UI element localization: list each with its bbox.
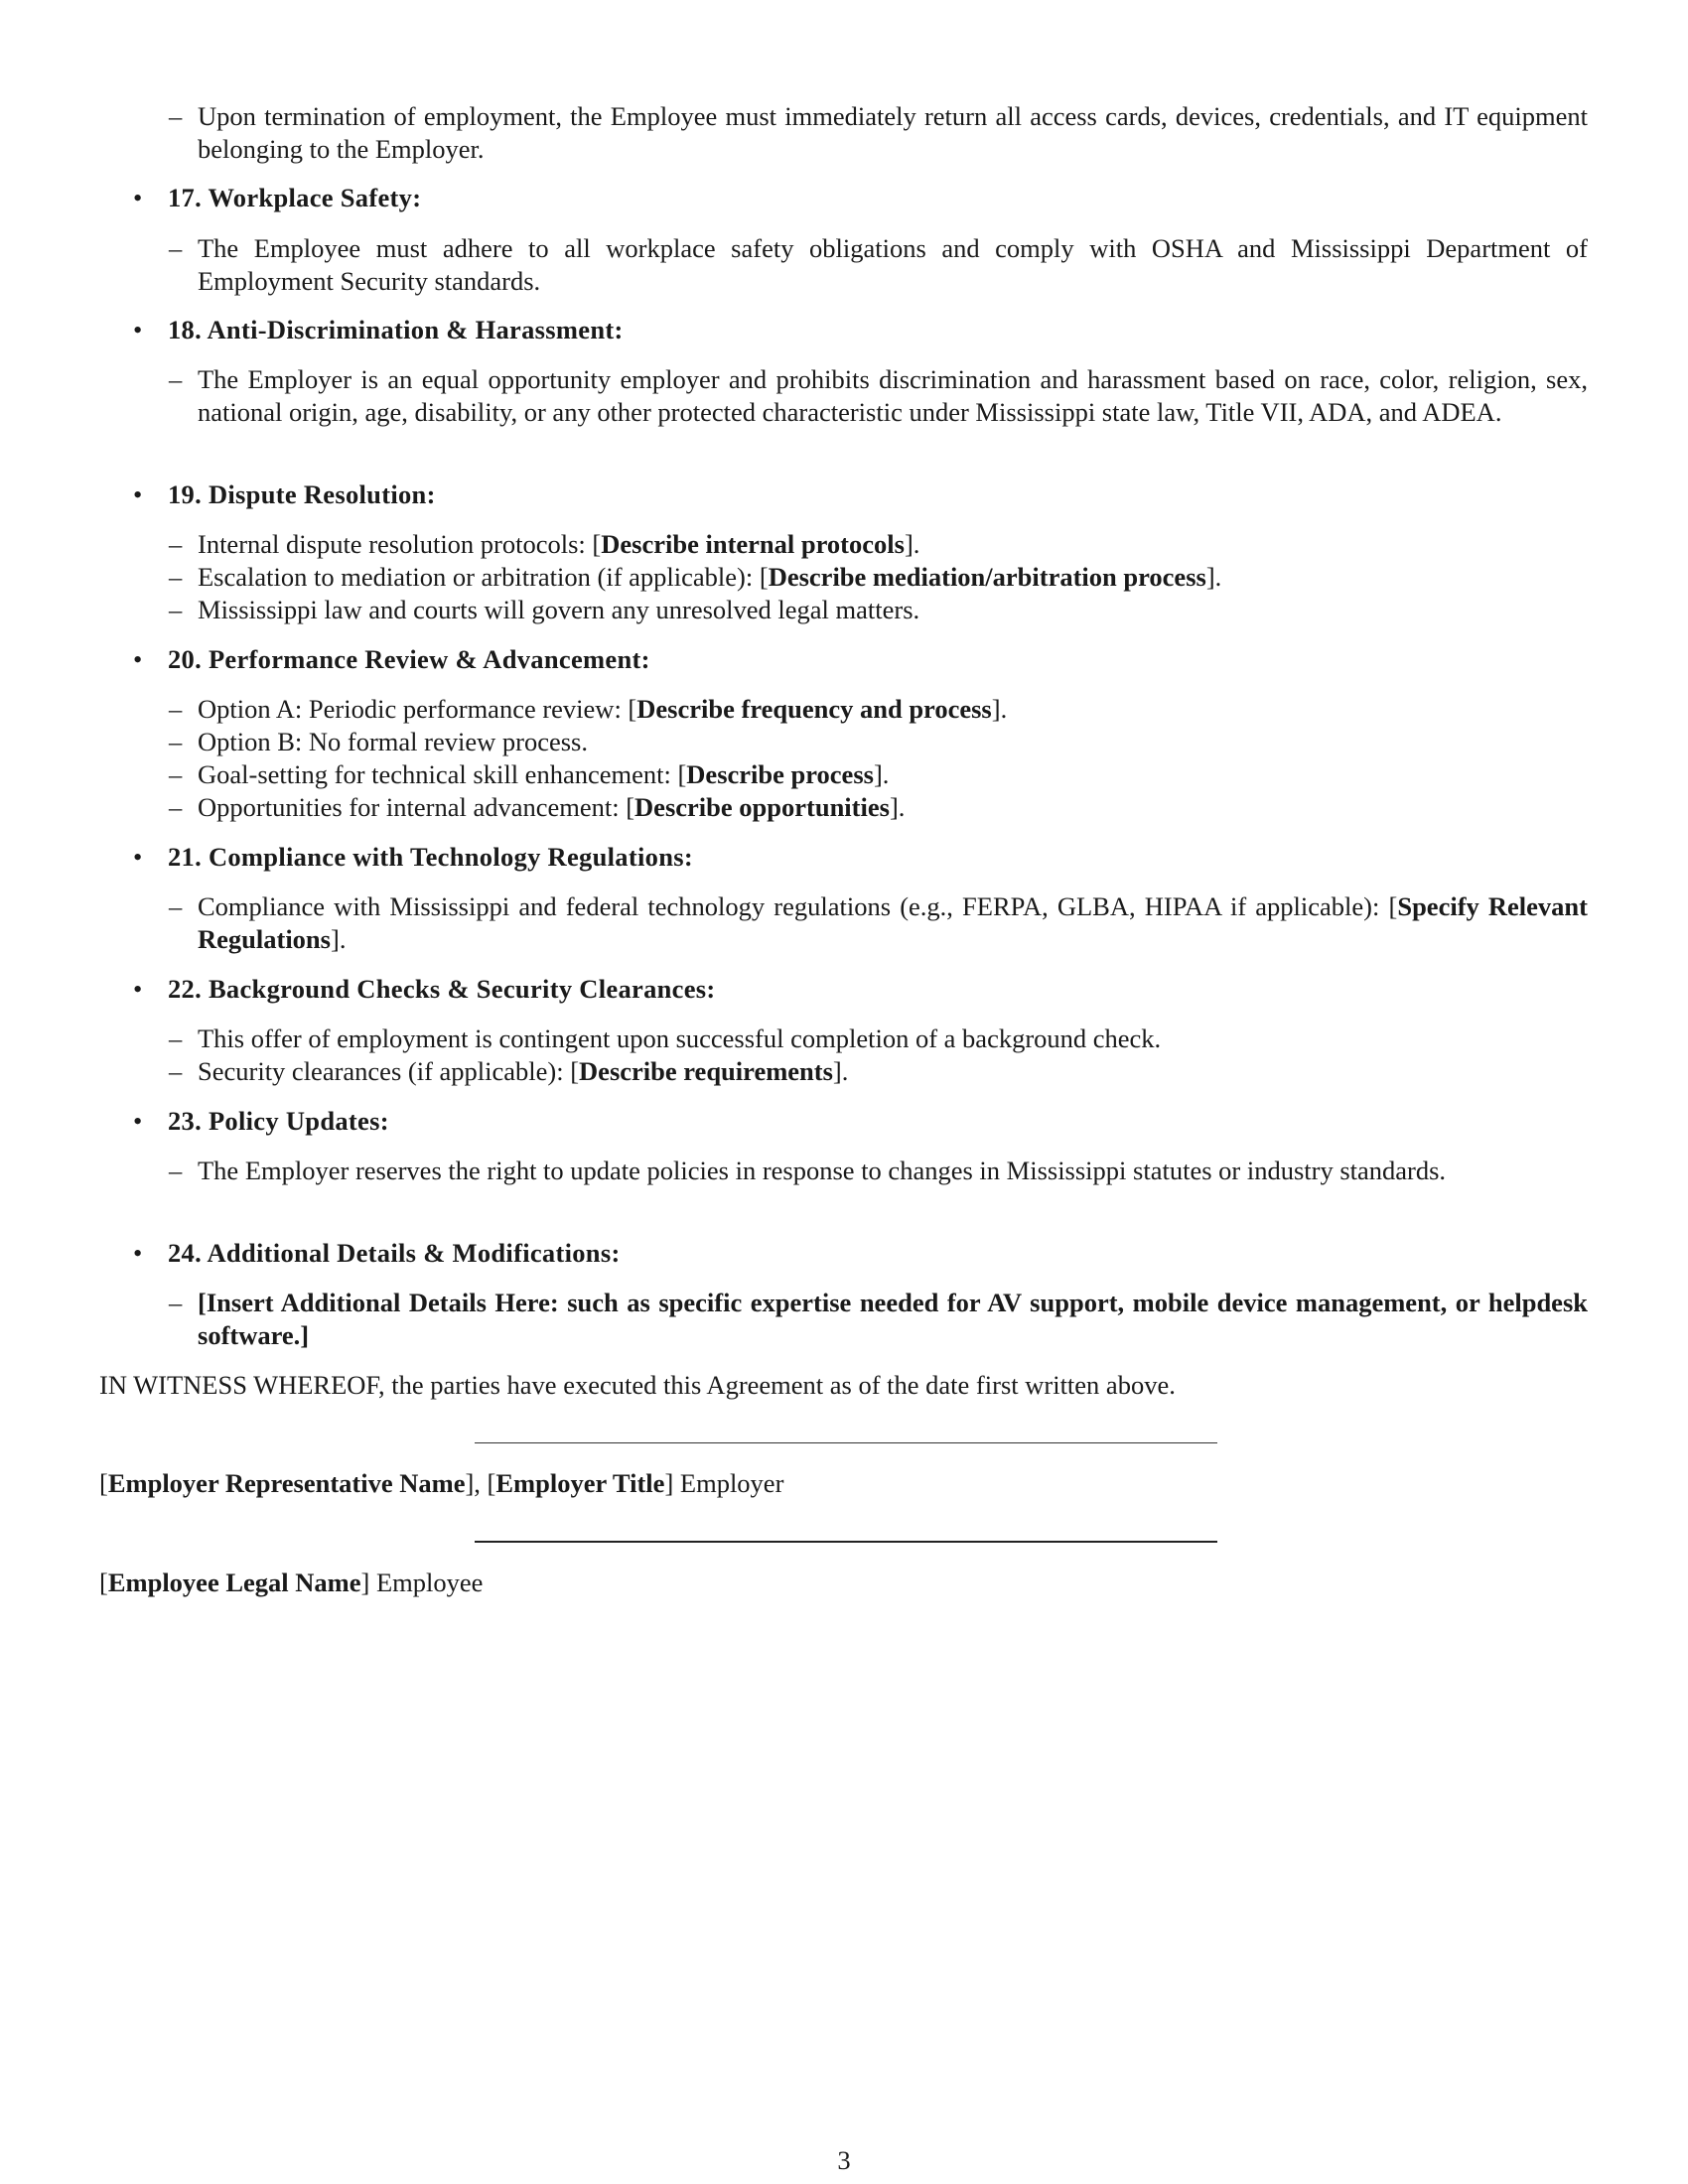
page-number: 3 xyxy=(837,2145,851,2175)
list-item: – The Employee must adhere to all workplace safety obligations and comply with OSHA and Mississippi Department of Employment Security standards. xyxy=(169,233,1588,296)
list-item: – Upon termination of employment, the Employee must immediately return all access cards, devices, credentials, and IT equipment belonging to the Employer. xyxy=(169,101,1588,164)
witness-statement: IN WITNESS WHEREOF, the parties have executed this Agreement as of the date first written above. xyxy=(99,1370,1176,1400)
list-item: – Escalation to mediation or arbitration (if applicable): [Describe mediation/arbitration process]. xyxy=(169,562,1222,592)
list-item: – The Employer is an equal opportunity employer and prohibits discrimination and harassment based on race, color, religion, sex, national origin, age, disability, or any other protected characteristic under Mississippi state law, Title VII, ADA, and ADEA. xyxy=(169,364,1588,427)
employer-signature-line xyxy=(475,1442,1217,1443)
employer-signature-block: [Employer Representative Name], [Employer Title] Employer xyxy=(99,1468,784,1498)
list-item: – Opportunities for internal advancement: [Describe opportunities]. xyxy=(169,792,906,822)
list-item: – Security clearances (if applicable): [Describe requirements]. xyxy=(169,1056,849,1086)
list-item: – This offer of employment is contingent upon successful completion of a background check. xyxy=(169,1024,1162,1053)
employee-signature-line xyxy=(475,1541,1217,1543)
employee-signature-block: [Employee Legal Name] Employee xyxy=(99,1568,484,1597)
list-item: – Option A: Periodic performance review: [Describe frequency and process]. xyxy=(169,694,1008,724)
list-item: – Internal dispute resolution protocols: [Describe internal protocols]. xyxy=(169,529,920,559)
list-item: – Compliance with Mississippi and federal technology regulations (e.g., FERPA, GLBA, HIPAA if applicable): [Specify Relevant Regulations]. xyxy=(169,891,1588,954)
list-item: – The Employer reserves the right to update policies in response to changes in Mississippi statutes or industry standards. xyxy=(169,1156,1447,1185)
document-page: – Upon termination of employment, the Employee must immediately return all access cards, devices, credentials, and IT equipment belonging to the Employer. • 17. Workplace Safety: – The Employee must adhere to all workplace safety obligations and comply with OSHA and Mississippi Department of Employment Security standards. • 18. Anti-Discrimination & Harassment: – The Employer is an equal opportunity employer and prohibits discrimination and harassment based on race, color, religion, sex, national origin, age, disability, or any other protected characteristic under Mississippi state law, Title VII, ADA, and ADEA. • 19. Dispute Resolution: – Internal dispute resolution protocols: [Describe internal protocols]. – Escalation to mediation or arbitration (if applicable): [Describe mediation/arbitration process]. – Mississippi law and courts will govern any unresolved legal matters. • 20. Performance Review & Advancement: – Option A: Periodic performance review: [Describe frequency and process]. – Option B: No formal review process. – Goal-setting for technical skill enhancement: [Describe process]. – Opportunities for internal advancement: [Describe opportunities]. • 21. Compliance with Technology Regulations: – Compliance with Mississippi and federal technology regulations (e.g., FERPA, GLBA, HIPAA if applicable): [Specify Relevant Regulations]. • 22. Background Checks & Security Clearances: – This offer of employment is contingent upon successful completion of a background check. – Security clearances (if applicable): [Describe requirements]. • 23. Policy Updates: – The Employer reserves the right to update policies in response to changes in Mississippi statutes or industry standards. • 24. Additional Details & Modifications: – [Insert Additional Details Here: such as specific expertise needed for AV support, mobile device management, or helpdesk software.] IN WITNESS WHEREOF, the parties have executed this Agreement as of the date first written above. [Employer Representative Name], [Employer Title] Employer [Employee Legal Name] Employee 3 xyxy=(0,0,1688,2184)
list-item: – [Insert Additional Details Here: such as specific expertise needed for AV support, mobile device management, or helpdesk software.] xyxy=(169,1288,1588,1350)
list-item: – Option B: No formal review process. xyxy=(169,727,588,756)
list-item: – Goal-setting for technical skill enhancement: [Describe process]. xyxy=(169,759,890,789)
list-item: – Mississippi law and courts will govern any unresolved legal matters. xyxy=(169,595,920,624)
